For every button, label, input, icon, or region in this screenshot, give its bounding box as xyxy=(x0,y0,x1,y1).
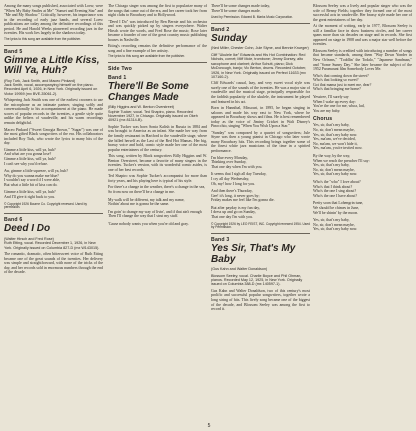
band-3-performers: Blossom Seeley, vocal. Charlie Boyce and Phil Ohman, pianos. Recorded May 12, 1925, in New York. Originally issued on Columbia 388-D (mx 140597-1). xyxy=(211,273,303,287)
lyric-stanza: It seems that I sigh all day Tuesday, I cry all day Wednesday, Oh, my! how I long for you. xyxy=(211,172,267,186)
notes-credit: The lyrics to this song are available from the publisher. xyxy=(4,36,81,41)
band-5-text: Whispering Jack Smith was one of the earliest crooners to use the microphone as an intimate partner, singing softly and conversationally to his accompaniment at the piano. He made scores of popular records in the twenties, a gentle style quite unlike the belters of vaudeville, and his warm recordings remain delightful. xyxy=(4,98,103,125)
lyric-stanza: Gimme a little kiss, will ya, huh? And I'll give it right back to you. xyxy=(4,190,56,200)
band-2-performers: Cliff "Ukulele Ike" Edwards and His Hot Combination: Red Nichols, cornet; Miff Mole, trombone; Jimmy Dorsey, alto saxophone and clarinet; Arthur Schutt, piano; Dick McDonough, banjo; Vic Berton, drums. Recorded October, 1926, in New York. Originally issued on Perfect 11633 (mx 107160-2). xyxy=(211,52,307,79)
lyric-stanza: And then there's Thursday, Gee! it's long, it never goes by; Friday makes me feel like I'm gonna die. xyxy=(211,189,275,203)
lyric-stanza: Yes, sir, that's my baby, No, sir, don't mean maybe, Yes, sir, that's my baby now. Yes, ma'am, we've decided, No, ma'am, we won't hide it, Yes, ma'am, you're invited now. xyxy=(313,123,363,151)
side-two-label: Side Two xyxy=(108,66,132,73)
band-3-label: Band 3 xyxy=(211,237,230,244)
column-3 xyxy=(211,4,310,314)
copyright-notice: Used by Permission. Edward B. Marks Music Corporation. xyxy=(211,15,294,20)
chorus-label: Chorus xyxy=(313,116,333,123)
lyric-stanza: Who's that coming down the street? Who's that looking so sweet? Got that mama just to meet me, dear? Who's that bringing me home? xyxy=(313,73,372,92)
body-text: Etting's recording remains the definitive performance of the song and a fine example of her artistry. xyxy=(108,44,207,53)
band-5-credits: (Roy Turk, Jack Smith, and Maceo Pinkard) Jack Smith, vocal, accompanying himself on the piano. Recorded April 6, 1926, in New York. Originally issued on Victor 19959 (mx BVE-35061-2). xyxy=(4,78,98,96)
divider xyxy=(4,213,103,214)
divider xyxy=(108,62,207,63)
copyright-notice: © Copyright 1926 Bourne Co. Copyright renewed. Used by permission. xyxy=(4,201,87,210)
lyric-stanza: My walk will be different, my talk and my name, Nothin' about me is gonna be the same. xyxy=(108,197,185,207)
band-1-text-2: This song, written by Black songwriters Billy Higgins and W. Benton Overstreet, became a favorite of many singers in the twenties. Tucker's version, with its wonderful comic asides, is one of her best records. xyxy=(108,154,207,172)
band-5-text-2: Maceo Pinkard ("Sweet Georgia Brown," "Sugar") was one of the most gifted Black songwriters of the era. His collaborators included Roy Turk, who wrote the lyrics to many hits of the day. xyxy=(4,127,103,146)
copyright-notice: © Copyright 1926 by LEO FEIST, INC. Copyright renewed 1954. Used by Permission. xyxy=(211,221,310,230)
band-2-text-3: "Sunday" was composed by a quartet of songwriters; Jule Styne was then a young pianist in Chicago who later wrote many Broadway hits. This recording brings together some of the finest white jazz musicians of the time in a spirited performance. xyxy=(211,130,310,153)
lyric-stanza: Gimme a little kiss, will ya, huh? And what are you gonna lose? Gimme a little kiss, will ya, huh? I can't see why you'd refuse. xyxy=(4,147,56,166)
lyric-stanza: But after payday is my fun day, I dress up and go on Sunday, That one day I'm with you. xyxy=(211,205,260,220)
lyric-stanza: Aw, gimme a little squeeze, will ya, huh? Why do you wanna make me blue? I wouldn't say a word if I were able, But what a little bit of kiss can do. xyxy=(4,169,68,187)
intro-text: Among the many songs published, associated with Loew, were "When My Baby Smiles at Me" "Sunset and Evening Star" and "Me and My Shadow." Critically, however, his importance was in the recording of early jazz bands, and several Loew publications are today among the definitive recordings of this period. He and Harold Weeks pioneered recording jazz in the twenties. His work lies largely in the shadows today. xyxy=(4,4,103,36)
song-title-sunday: Sunday xyxy=(211,32,248,44)
notes-credit: The lyrics to this song are available from the publisher. xyxy=(108,54,185,59)
lyric-stanza: For there's a change in the weather, there's a change in the sea, So from now on there'll be a change in me. xyxy=(108,185,206,195)
lyric-stanza: By the way, by the way, When we reach the preacher I'll say: Yes, sir, that's my baby, No, sir, don't mean maybe, Yes, sir, that's my baby now. xyxy=(313,153,370,177)
band-6-text: The romantic, dramatic, often bittersweet voice of Ruth Etting became one of the great sounds of the twenties. Her delivery was simple and straightforward, with none of the tricks of the day, and her records sold in enormous numbers through the end of the decade. xyxy=(4,251,103,275)
band-1-credits: (Billy Higgins and W. Benton Overstreet) Sophie Tucker, vocal. Ted Shapiro, piano. Recorded November 1927, in Chicago. Originally issued on Okeh 40921 (mx 81314-B). xyxy=(108,105,198,123)
body-text: "Deed I Do" was introduced by Ben Bernie and his orchestra and was quickly picked up by singers everywhere. Walter Hirsch wrote the words, and Fred Rose the music; Rose later became a founder of one of the great country music publishing houses in Nashville. xyxy=(108,19,207,42)
band-3-text: Gus Kahn and Walter Donaldson, two of this century's most prolific and successful popular songwriters, together wrote a long string of hits. This lively song became one of the biggest of the decade, and Blossom Seeley was among the first to record it. xyxy=(211,288,310,312)
band-1-text-3: Ted Shapiro was Sophie Tucker's accompanist for more than forty years, and his playing here is typical of his style. xyxy=(108,174,207,183)
column-4 xyxy=(313,4,412,235)
lyric-stanza: 'Cause nobody wants you when you're old and gray. xyxy=(108,222,189,227)
column-2 xyxy=(108,4,207,230)
band-2-label: Band 2 xyxy=(211,26,230,33)
divider xyxy=(4,45,103,46)
column-1 xyxy=(4,4,103,277)
band-1-label: Band 1 xyxy=(108,75,127,82)
lyric-stanza: I'm goin' to change my way of livin', and if that ain't enough Then I'll change the way that I strut my stuff. xyxy=(108,209,202,219)
lyric-stanza: Pretty soon that Lohengrin tune, We should be chimes in June, We'll be shinin' by the moon. xyxy=(313,201,364,215)
page-number: 5 xyxy=(207,423,211,429)
lyric-stanza: Yes, sir, that's my baby, No, sir, don't mean maybe, Yes, sir, that's my baby now. xyxy=(313,218,358,232)
band-1-text: Sophie Tucker was born Sonia Kalish in Russia in 1884 and was brought to America as an infant. She made her way from the family restaurant in Hartford to the vaudeville stage, where she billed herself as the Last of the Red Hot Mamas. Her big, brassy voice and bold, comic style made her one of the most popular entertainers of the century. xyxy=(108,124,207,152)
lyric-stanza: There'll be some changes made today, There'll be some changes made. xyxy=(211,4,271,13)
song-title-changes-made: There'll Be Some Changes Made xyxy=(108,81,189,103)
song-title-yes-sir: Yes Sir, That's My Baby xyxy=(211,243,296,265)
song-title-deed-i-do: Deed I Do xyxy=(4,223,51,235)
band-2-text-2: Born in Hannibal, Missouri, in 1895, he began singing in saloons and made his way east to New York, where he appeared in Broadway shows and films. He is best remembered today as the voice of Jiminy Cricket in Walt Disney's Pinocchio, singing "When You Wish Upon a Star." xyxy=(211,106,310,129)
divider xyxy=(211,23,310,24)
lyric-stanza: Yessiree, I'll surely say When I wake up every day: You're the one for me, whoa, lad, You are my baby. xyxy=(313,95,365,113)
body-text: At the moment of writing, early in 1977, Blossom Seeley is still a familiar face in show business circles, and her career spans more than six decades on stage and in records. She first appeared on stage in 1908 and was a major star well before the twenties. xyxy=(313,24,412,47)
band-6-label: Band 6 xyxy=(4,217,23,224)
band-6-credits: (Walter Hirsch and Fred Rose) Ruth Etting, vocal. Recorded December 1, 1926, in New York. Originally issued on Columbia 827-D (mx W143015). xyxy=(4,236,100,250)
divider xyxy=(211,233,310,234)
song-title-gimme-a-little-kiss: Gimme a Little Kiss, Will Ya, Huh? xyxy=(4,54,100,77)
band-2-credits: (Ned Miller, Chester Cohn, Jule Styne, and Bennie Krueger) xyxy=(211,46,309,51)
body-text: Blossom Seeley is credited with introducing a number of songs that became standards, among them "Way Down Yonder in New Orleans," "Toddlin' the Todalo," "Japanese Sandman," and "Some Sunny Day." She later became the subject of the 1952 Paramount film Somebody Loves Me. xyxy=(313,48,412,72)
body-text: Blossom Seeley was a lively and popular singer who was the wife of Benny Fields; together they formed one of the most successful acts in vaudeville. Her brassy style made her one of the great entertainers of her day. xyxy=(313,4,412,22)
body-text: The Chicago singer was among the first to popularize many of the songs that came out of the era, and her career took her from night clubs to Broadway and to Hollywood. xyxy=(108,4,207,18)
lyric-stanza: I'm blue every Monday, Thinking over Sunday, That one day when I'm with you. xyxy=(211,155,263,169)
band-3-credits: (Gus Kahn and Walter Donaldson) xyxy=(211,267,268,272)
band-5-label: Band 5 xyxy=(4,48,23,55)
band-2-text: Cliff Edwards' casual, lazy, and very sweet vocal style was surely one of the sounds of the twenties. He was a major star of vaudeville and the musical stage, principally responsible for the faddish popularity of the ukulele, the instrument he played and featured in his act. xyxy=(211,81,310,104)
lyric-stanza: Who's the "who" I love about? Who's that I think about? Who's the one I sing about? Who's the one I have about? xyxy=(313,179,361,198)
